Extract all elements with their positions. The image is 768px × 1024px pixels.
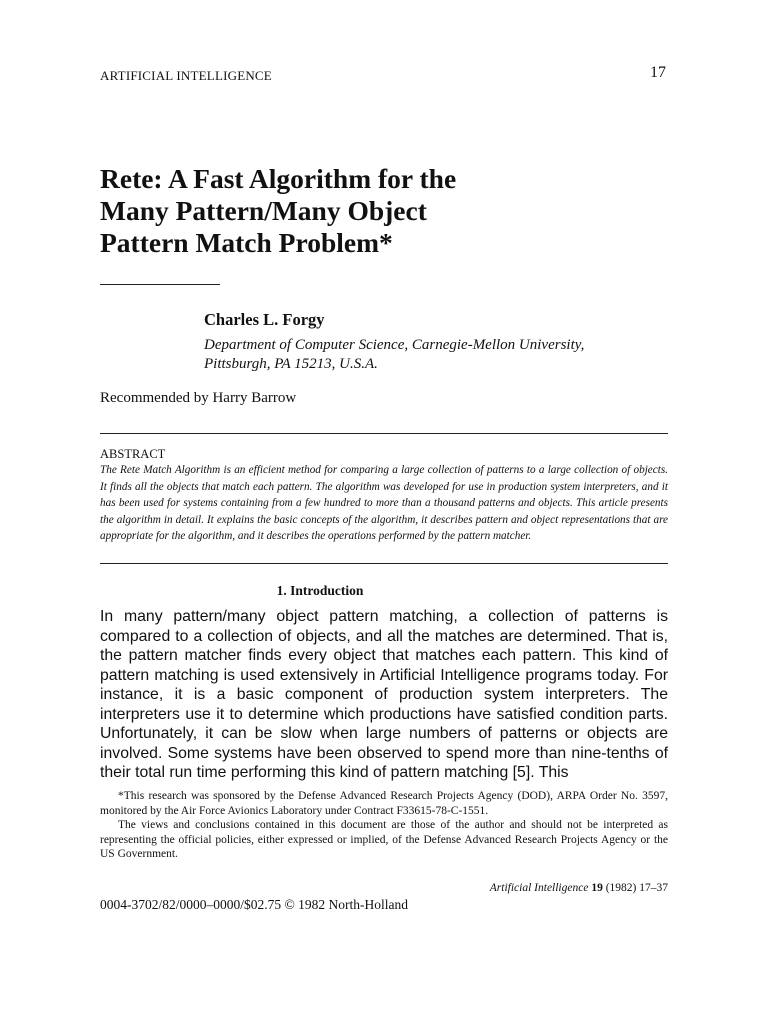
- title-divider: [100, 284, 220, 285]
- abstract-text: The Rete Match Algorithm is an efficient method for comparing a large collection of patterns to a large collection of objects. It finds all the objects that match each pattern. The algorithm was developed for use in production system interpreters, and it has been used for systems containing from a few hundred to more than a thousand patterns and objects. This article presents the algorithm in detail. It explains the basic concepts of the algorithm, it describes pattern and object representations that are appropriate for the algorithm, and it describes the operations performed by the pattern matcher.: [100, 464, 668, 542]
- title-line-1: Rete: A Fast Algorithm for the: [100, 163, 457, 194]
- affiliation-line-2: Pittsburgh, PA 15213, U.S.A.: [204, 356, 378, 372]
- abstract-bottom-rule: [100, 563, 668, 564]
- introduction-paragraph: In many pattern/many object pattern matching, a collection of patterns is compared to a collection of objects, and all the matches are determined. That is, the pattern matcher finds every object that matches each pattern. This kind of pattern matching is used extensively in Artificial Intelligence programs today. For instance, it is a basic component of production system interpreters. The interpreters use it to determine which productions have satisfied condition parts. Unfortunately, it can be slow when large numbers of patterns or objects are involved. Some systems have been observed to spend more than nine-tenths of their total run time performing this kind of pattern matching [5]. This: [100, 608, 668, 781]
- publisher-code-line: 0004-3702/82/0000–0000/$02.75 © 1982 North-Holland: [100, 897, 408, 912]
- footnote-sponsorship: *This research was sponsored by the Defense Advanced Research Projects Agency (DOD), ARPA Order No. 3597, monitored by the Air Force Avionics Laboratory under Contract F33615-78-C-1551.: [100, 790, 668, 817]
- recommended-by: Recommended by Harry Barrow: [100, 390, 297, 406]
- journal-name: Artificial Intelligence: [489, 882, 589, 894]
- title-line-2: Many Pattern/Many Object: [100, 195, 427, 226]
- running-head: ARTIFICIAL INTELLIGENCE: [100, 68, 272, 83]
- title-line-3: Pattern Match Problem*: [100, 227, 393, 258]
- page-number: 17: [650, 64, 666, 81]
- author-name: Charles L. Forgy: [204, 310, 325, 329]
- journal-citation: [100, 882, 668, 894]
- section-heading: 1. Introduction: [276, 583, 364, 598]
- footnotes: [100, 789, 668, 862]
- author-affiliation: [204, 336, 674, 374]
- footnote-disclaimer: The views and conclusions contained in this document are those of the author and should not be interpreted as representing the official policies, either expressed or implied, of the Defense Advanced Research Projects Agency or the US Government.: [100, 819, 668, 860]
- journal-pages: (1982) 17–37: [605, 882, 668, 894]
- abstract-top-rule: [100, 433, 668, 434]
- journal-volume: 19: [591, 882, 603, 894]
- affiliation-line-1: Department of Computer Science, Carnegie-Mellon University,: [204, 337, 585, 353]
- abstract-heading: ABSTRACT: [100, 447, 166, 461]
- paper-title: [100, 163, 660, 259]
